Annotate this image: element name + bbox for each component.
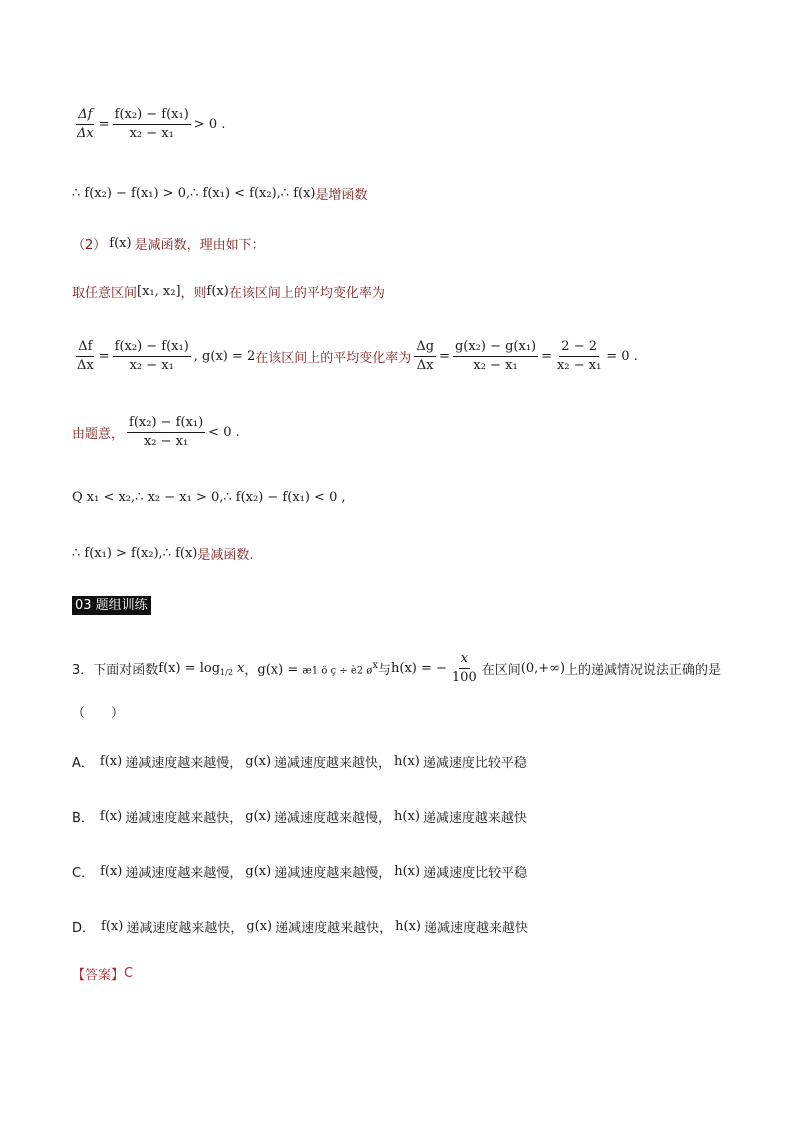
derivation-line-7: Q x₁ < x₂,∴ x₂ − x₁ > 0,∴ f(x₂) − f(x₁) < 0 ,	[72, 490, 346, 505]
f-definition: $f(x) = \log_{1/2} x$	[158, 660, 245, 677]
derivation-line-2	[72, 184, 368, 203]
g-definition: g(x) = æ1 ö ç ÷ è2 $ø^x$	[257, 659, 378, 678]
answer-value: C	[124, 966, 134, 981]
option-b[interactable]: B． f(x) 递减速度越来越快， g(x) 递减速度越来越慢， h(x) 递减速度越来越快	[72, 809, 527, 826]
section-badge: 03 题组训练	[72, 596, 151, 615]
option-a[interactable]: A． f(x) 递减速度越来越慢， g(x) 递减速度越来越快， h(x) 递减速度比较平稳	[72, 754, 527, 771]
interval-line: 取任意区间 [x₁, x₂] ，则 f(x) 在该区间上的平均变化率为	[72, 284, 385, 301]
interval-math: [x₁, x₂]	[137, 284, 181, 299]
delta-ratio: $\frac{\Delta f}{\Delta x}$	[77, 107, 94, 141]
inequality-tail: > 0 .	[193, 117, 226, 132]
answer-tag: 【答案】	[72, 968, 125, 983]
conclusion-text: 是增函数	[315, 188, 368, 203]
option-c[interactable]: C． f(x) 递减速度越来越慢， g(x) 递减速度越来越慢， h(x) 递减速度比较平稳	[72, 864, 528, 881]
conclusion-math: ∴ f(x₂) − f(x₁) > 0,∴ f(x₁) < f(x₂),∴ f(x)	[72, 186, 316, 201]
part-2-heading: （2） f(x) 是减函数，理由如下：	[72, 236, 265, 253]
answer-parentheses: （ ）	[72, 706, 125, 721]
given-condition-line: 由题意， $\frac{\text{f(x₂) − f(x₁)}}{\text{x₂ − x₁}}$ < 0 .	[72, 415, 240, 449]
answer-line	[72, 964, 133, 983]
difference-quotient: $\frac{\text{f(x₂) − f(x₁)}}{\text{x₂ − x₁}}$	[114, 107, 189, 141]
derivation-line-1	[72, 108, 225, 141]
option-d[interactable]: D． f(x) 递减速度越来越快， g(x) 递减速度越来越快， h(x) 递减速度越来越快	[72, 919, 529, 936]
equals-sign: =	[98, 117, 110, 132]
h-definition: h(x) = − $\frac{x}{100}$	[391, 651, 477, 685]
derivation-line-8: ∴ f(x₁) > f(x₂),∴ f(x) 是减函数.	[72, 546, 254, 563]
average-rate-line: $\frac{\Delta f}{\Delta x}$ = $\frac{\text{f(x₂) − f(x₁)}}{\text{x₂ − x₁}}$ , g(x) = 2 在该区间上的平均变化率为 $\frac{\Delta g}{\Delta x}$ = $\frac{\text{g(x₂) − g(x₁)}}{\text{x₂ − x₁}}$ = $\frac{2 - 2}{\text{x₂ − x₁}}$ = 0 .	[77, 339, 638, 373]
question-stem: 3．下面对函数 $f(x) = \log_{1/2} x$ ， g(x) = æ1 ö ç ÷ è2 $ø^x$ 与 h(x) = − $\frac{x}{100}$ 在区间 (0,+∞) 上的递减情况说法正确的是	[72, 651, 722, 685]
